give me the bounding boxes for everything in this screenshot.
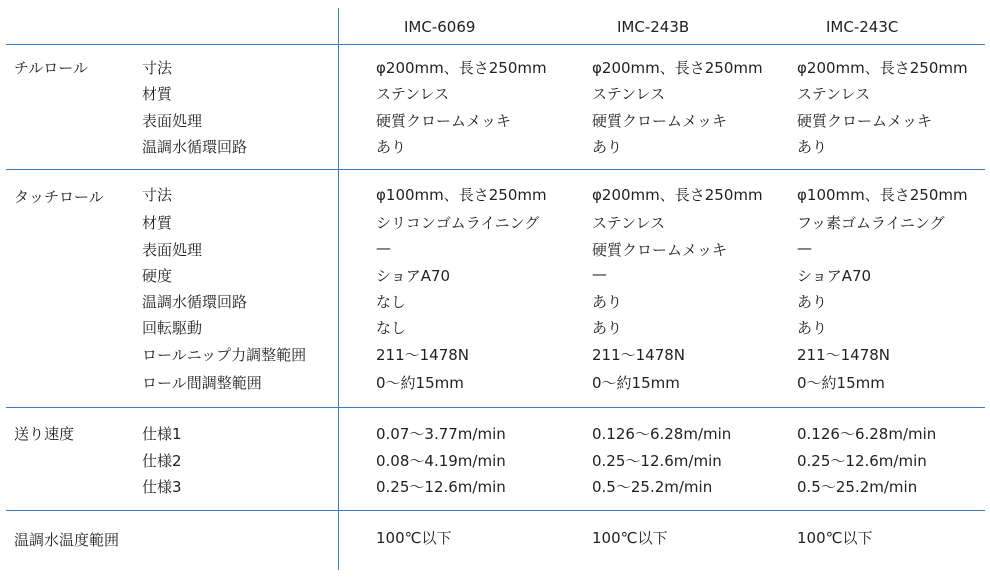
- header-rule: [6, 44, 985, 45]
- column-header-imc-6069: IMC-6069: [404, 18, 476, 36]
- cell: あり: [592, 319, 623, 337]
- row-label: 寸法: [142, 59, 173, 77]
- cell: 100℃以下: [797, 529, 873, 547]
- cell: 硬質クロームメッキ: [592, 112, 728, 130]
- cell: 0.25～12.6m/min: [592, 452, 722, 470]
- category-chill-roll: チルロール: [14, 59, 88, 77]
- cell: シリコンゴムライニング: [376, 214, 540, 232]
- column-divider: [338, 8, 339, 570]
- column-header-imc-243b: IMC-243B: [617, 18, 690, 36]
- cell: 硬質クロームメッキ: [376, 112, 512, 130]
- cell: 211～1478N: [592, 346, 686, 364]
- cell: φ200mm、長さ250mm: [797, 59, 968, 77]
- cell: あり: [797, 319, 828, 337]
- cell: なし: [376, 319, 407, 337]
- cell: ステンレス: [592, 214, 666, 232]
- cell: 100℃以下: [592, 529, 668, 547]
- row-label: 温調水循環回路: [142, 138, 248, 156]
- row-label: 硬度: [142, 267, 173, 285]
- cell: —: [797, 239, 812, 257]
- cell: 0.126～6.28m/min: [592, 425, 732, 443]
- cell: 0～約15mm: [592, 374, 680, 392]
- cell: あり: [376, 138, 407, 156]
- cell: 0.08～4.19m/min: [376, 452, 506, 470]
- row-label: 温調水循環回路: [142, 293, 248, 311]
- cell: フッ素ゴムライニング: [797, 214, 945, 232]
- row-label: 仕様1: [142, 425, 182, 443]
- row-label: 材質: [142, 214, 173, 232]
- category-touch-roll: タッチロール: [14, 188, 104, 206]
- cell: なし: [376, 293, 407, 311]
- cell: 211～1478N: [797, 346, 891, 364]
- cell: 硬質クロームメッキ: [592, 241, 728, 259]
- cell: ステンレス: [592, 85, 666, 103]
- cell: 0.5～25.2m/min: [592, 478, 713, 496]
- cell: 100℃以下: [376, 529, 452, 547]
- cell: あり: [797, 293, 828, 311]
- cell: 0.126～6.28m/min: [797, 425, 937, 443]
- cell: φ200mm、長さ250mm: [376, 59, 547, 77]
- cell: 0～約15mm: [797, 374, 885, 392]
- row-label: 表面処理: [142, 112, 203, 130]
- row-label: ロール間調整範囲: [142, 374, 262, 392]
- cell: 0.5～25.2m/min: [797, 478, 918, 496]
- cell: 0.07～3.77m/min: [376, 425, 506, 443]
- cell: 0～約15mm: [376, 374, 464, 392]
- section-rule-3: [6, 510, 985, 511]
- row-label: 寸法: [142, 186, 173, 204]
- category-water-temp-range: 温調水温度範囲: [14, 531, 120, 549]
- cell: ショアA70: [797, 267, 872, 285]
- category-feed-speed: 送り速度: [14, 425, 75, 443]
- cell: —: [592, 265, 607, 283]
- cell: ステンレス: [797, 85, 871, 103]
- cell: あり: [592, 293, 623, 311]
- column-header-imc-243c: IMC-243C: [826, 18, 899, 36]
- row-label: 回転駆動: [142, 319, 203, 337]
- cell: 硬質クロームメッキ: [797, 112, 933, 130]
- cell: φ200mm、長さ250mm: [592, 59, 763, 77]
- section-rule-2: [6, 407, 985, 408]
- cell: 211～1478N: [376, 346, 470, 364]
- row-label: 仕様2: [142, 452, 182, 470]
- cell: φ100mm、長さ250mm: [797, 186, 968, 204]
- cell: —: [376, 239, 391, 257]
- cell: φ200mm、長さ250mm: [592, 186, 763, 204]
- cell: 0.25～12.6m/min: [376, 478, 506, 496]
- cell: φ100mm、長さ250mm: [376, 186, 547, 204]
- section-rule-1: [6, 169, 985, 170]
- cell: ステンレス: [376, 85, 450, 103]
- row-label: 表面処理: [142, 241, 203, 259]
- cell: あり: [592, 138, 623, 156]
- row-label: ロールニップ力調整範囲: [142, 346, 307, 364]
- cell: 0.25～12.6m/min: [797, 452, 927, 470]
- row-label: 仕様3: [142, 478, 182, 496]
- cell: ショアA70: [376, 267, 451, 285]
- row-label: 材質: [142, 85, 173, 103]
- cell: あり: [797, 138, 828, 156]
